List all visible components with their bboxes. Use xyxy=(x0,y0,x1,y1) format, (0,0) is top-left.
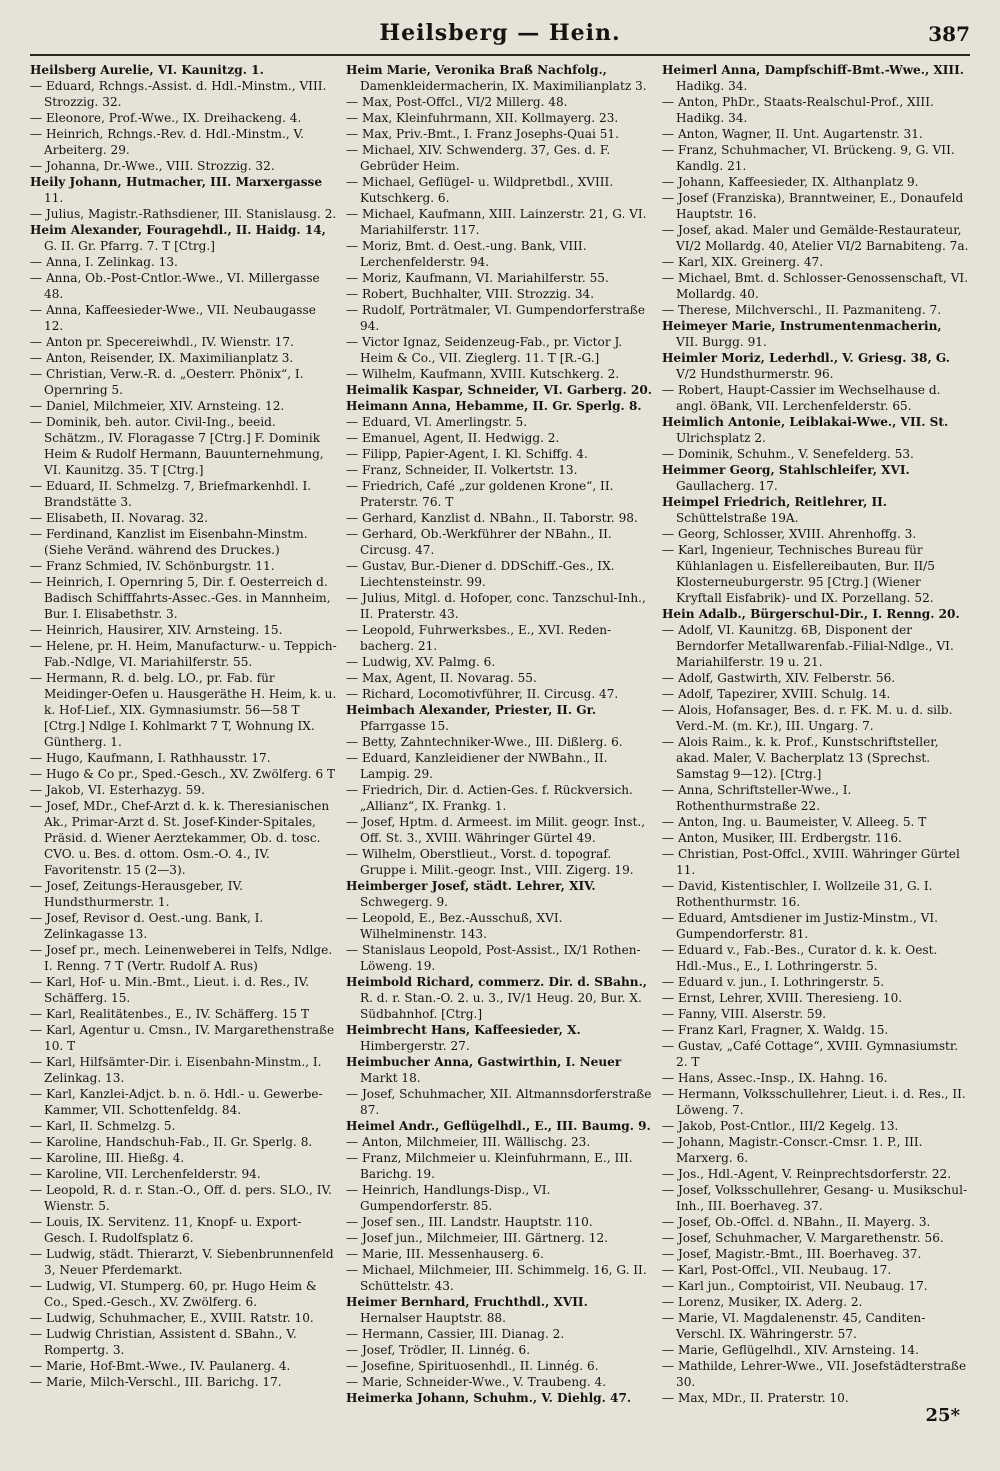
directory-entry: — Karl, Hof- u. Min.-Bmt., Lieut. i. d. Res., IV. Schäfferg. 15. xyxy=(30,975,310,1005)
directory-entry: — Karl, XIX. Greinerg. 47. xyxy=(662,255,824,269)
directory-entry: — Franz, Schuhmacher, VI. Brückeng. 9, G. VII. Kandlg. 21. xyxy=(662,143,955,173)
directory-entry: — Karoline, Handschuh-Fab., II. Gr. Sperlg. 8. xyxy=(30,1135,313,1149)
directory-entry: — Josef, Volksschullehrer, Gesang- u. Musikschul-Inh., III. Boerhaveg. 37. xyxy=(662,1183,968,1213)
signature-mark: 25* xyxy=(925,1405,960,1426)
page-title: Heilsberg — Hein. xyxy=(379,20,621,46)
directory-entry: — Ferdinand, Kanzlist im Eisenbahn-Minstm. (Siehe Veränd. während des Druckes.) xyxy=(30,527,308,557)
directory-entry: — Anna, I. Zelinkag. 13. xyxy=(30,255,178,269)
directory-entry: — Daniel, Milchmeier, XIV. Arnsteing. 12. xyxy=(30,399,285,413)
directory-entry: — Lorenz, Musiker, IX. Aderg. 2. xyxy=(662,1295,863,1309)
directory-entry: — Karoline, VII. Lerchenfelderstr. 94. xyxy=(30,1167,261,1181)
directory-entry: — Josef sen., III. Landstr. Hauptstr. 110. xyxy=(346,1215,593,1229)
directory-entry: — Jos., Hdl.-Agent, V. Reinprechtsdorferstr. 22. xyxy=(662,1167,952,1181)
directory-entry: — Jakob, VI. Esterhazyg. 59. xyxy=(30,783,205,797)
directory-entry: — Michael, XIV. Schwenderg. 37, Ges. d. F. Gebrüder Heim. xyxy=(346,143,611,173)
directory-entry: — Eduard, Kanzleidiener der NWBahn., II. Lampig. 29. xyxy=(346,751,608,781)
directory-entry: — Eleonore, Prof.-Wwe., IX. Dreihackeng. 4. xyxy=(30,111,302,125)
directory-entry: — Eduard, Rchngs.-Assist. d. Hdl.-Minstm., VIII. Strozzig. 32. xyxy=(30,79,327,109)
directory-entry: — Fanny, VIII. Alserstr. 59. xyxy=(662,1007,827,1021)
directory-entry: — Alois Raim., k. k. Prof., Kunstschriftsteller, akad. Maler, V. Bacherplatz 13 (Sprechst. Samstag 9—12). [Ctrg.] xyxy=(662,735,939,781)
directory-entry: — Alois, Hofansager, Bes. d. r. FK. M. u. d. silb. Verd.-M. (m. Kr.), III. Ungarg. 7. xyxy=(662,703,953,733)
directory-columns xyxy=(30,62,970,1406)
directory-entry: — Eduard v., Fab.-Bes., Curator d. k. k. Oest. Hdl.-Mus., E., I. Lothringerstr. 5. xyxy=(662,943,938,973)
entry-head: Heimmer Georg, Stahlschleifer, XVI. Gaullacherg. 17. xyxy=(662,463,910,493)
directory-entry: — Wilhelm, Kaufmann, XVIII. Kutschkerg. 2. xyxy=(346,367,620,381)
directory-entry: — Karl, Hilfsämter-Dir. i. Eisenbahn-Minstm., I. Zelinkag. 13. xyxy=(30,1055,322,1085)
directory-entry: — Josef, Hptm. d. Armeest. im Milit. geogr. Inst., Off. St. 3., XVIII. Währinger Gürtel 49. xyxy=(346,815,646,845)
directory-entry: — Eduard, VI. Amerlingstr. 5. xyxy=(346,415,528,429)
directory-entry: — Filipp, Papier-Agent, I. Kl. Schiffg. 4. xyxy=(346,447,588,461)
directory-entry: — Josef, Trödler, II. Linnég. 6. xyxy=(346,1343,531,1357)
directory-entry: — Josef, Zeitungs-Herausgeber, IV. Hundsthurmerstr. 1. xyxy=(30,879,243,909)
directory-entry: — Georg, Schlosser, XVIII. Ahrenhoffg. 3. xyxy=(662,527,917,541)
directory-entry: — Josef (Franziska), Branntweiner, E., Donaufeld Hauptstr. 16. xyxy=(662,191,964,221)
entry-head: Heimbrecht Hans, Kaffeesieder, X. Himbergerstr. 27. xyxy=(346,1023,581,1053)
directory-entry: — Karl, Post-Offcl., VII. Neubaug. 17. xyxy=(662,1263,892,1277)
directory-entry: — Josef, Schuhmacher, XII. Altmannsdorferstraße 87. xyxy=(346,1087,652,1117)
directory-entry: — Julius, Mitgl. d. Hofoper, conc. Tanzschul-Inh., II. Praterstr. 43. xyxy=(346,591,646,621)
directory-entry: — Heinrich, I. Opernring 5, Dir. f. Oesterreich d. Badisch Schifffahrts-Assec.-Ges. in Mannheim, Bur. I. Elisabethstr. 3. xyxy=(30,575,331,621)
directory-entry: — Marie, Hof-Bmt.-Wwe., IV. Paulanerg. 4. xyxy=(30,1359,291,1373)
entry-head: Heimer Bernhard, Fruchthdl., XVII. Hernalser Hauptstr. 88. xyxy=(346,1295,588,1325)
directory-entry: — Anton pr. Specereiwhdl., IV. Wienstr. 17. xyxy=(30,335,294,349)
entry-head: Heimel Andr., Geflügelhdl., E., III. Baumg. 9. xyxy=(346,1119,651,1133)
directory-entry: — Josef pr., mech. Leinenweberei in Telfs, Ndlge. I. Renng. 7 T (Vertr. Rudolf A. Rus) xyxy=(30,943,333,973)
entry-head: Heim Marie, Veronika Braß Nachfolg., Damenkleidermacherin, IX. Maximilianplatz 3. xyxy=(346,63,647,93)
directory-entry: — Friedrich, Café „zur goldenen Krone“, II. Praterstr. 76. T xyxy=(346,479,614,509)
directory-entry: — Emanuel, Agent, II. Hedwigg. 2. xyxy=(346,431,560,445)
directory-entry: — Victor Ignaz, Seidenzeug-Fab., pr. Victor J. Heim & Co., VII. Zieglerg. 11. T [R.-G.] xyxy=(346,335,623,365)
directory-entry: — Anton, Musiker, III. Erdbergstr. 116. xyxy=(662,831,902,845)
directory-entry: — Julius, Magistr.-Rathsdiener, III. Stanislausg. 2. xyxy=(30,207,337,221)
directory-entry: — Anna, Kaffeesieder-Wwe., VII. Neubaugasse 12. xyxy=(30,303,316,333)
directory-entry: — Robert, Buchhalter, VIII. Strozzig. 34. xyxy=(346,287,595,301)
directory-entry: — Heinrich, Rchngs.-Rev. d. Hdl.-Minstm., V. Arbeiterg. 29. xyxy=(30,127,304,157)
directory-entry: — Marie, III. Messenhauserg. 6. xyxy=(346,1247,544,1261)
directory-entry: — Karoline, III. Hießg. 4. xyxy=(30,1151,185,1165)
directory-entry: — Hermann, Volksschullehrer, Lieut. i. d. Res., II. Löweng. 7. xyxy=(662,1087,966,1117)
directory-entry: — Eduard v. jun., I. Lothringerstr. 5. xyxy=(662,975,885,989)
entry-head: Heimann Anna, Hebamme, II. Gr. Sperlg. 8. xyxy=(346,399,642,413)
directory-entry: — Max, Kleinfuhrmann, XII. Kollmayerg. 23. xyxy=(346,111,619,125)
directory-entry: — Josef, akad. Maler und Gemälde-Restaurateur, VI/2 Mollardg. 40, Atelier VI/2 Barnabiteng. 7a. xyxy=(662,223,969,253)
directory-entry: — Josef, Magistr.-Bmt., III. Boerhaveg. 37. xyxy=(662,1247,922,1261)
page-number: 387 xyxy=(928,22,970,46)
entry-head: Heimbucher Anna, Gastwirthin, I. Neuer Markt 18. xyxy=(346,1055,622,1085)
directory-entry: — David, Kistentischler, I. Wollzeile 31, G. I. Rothenthurmstr. 16. xyxy=(662,879,933,909)
directory-entry: — Gustav, „Café Cottage“, XVIII. Gymnasiumstr. 2. T xyxy=(662,1039,959,1069)
entry-head: Heimberger Josef, städt. Lehrer, XIV. Schwegerg. 9. xyxy=(346,879,596,909)
directory-entry: — Stanislaus Leopold, Post-Assist., IX/1 Rothen-Löweng. 19. xyxy=(346,943,641,973)
directory-entry: — Karl, II. Schmelzg. 5. xyxy=(30,1119,176,1133)
directory-entry: — Marie, Milch-Verschl., III. Barichg. 17. xyxy=(30,1375,282,1389)
directory-entry: — Max, MDr., II. Praterstr. 10. xyxy=(662,1391,849,1405)
directory-entry: — Richard, Locomotivführer, II. Circusg. 47. xyxy=(346,687,619,701)
entry-head: Heimalik Kaspar, Schneider, VI. Garberg. 20. xyxy=(346,383,652,397)
directory-entry: — Helene, pr. H. Heim, Manufacturw.- u. Teppich-Fab.-Ndlge, VI. Mariahilferstr. 55. xyxy=(30,639,337,669)
directory-entry: — Ludwig, städt. Thierarzt, V. Siebenbrunnenfeld 3, Neuer Pferdemarkt. xyxy=(30,1247,334,1277)
directory-entry: — Hugo, Kaufmann, I. Rathhausstr. 17. xyxy=(30,751,271,765)
entry-head: Heimlich Antonie, Leiblakai-Wwe., VII. St. Ulrichsplatz 2. xyxy=(662,415,949,445)
directory-entry: — Hermann, R. d. belg. LO., pr. Fab. für Meidinger-Oefen u. Hausgeräthe H. Heim, k. u. k. Hof-Lief., XIX. Gymnasiumstr. 56—58 T [Ctrg.] Ndlge I. Kohlmarkt 7 T, Wohnung IX. Güntherg. 1. xyxy=(30,671,337,749)
directory-entry: — Karl, Agentur u. Cmsn., IV. Margarethenstraße 10. T xyxy=(30,1023,335,1053)
directory-entry: — Leopold, R. d. r. Stan.-O., Off. d. pers. SLO., IV. Wienstr. 5. xyxy=(30,1183,332,1213)
directory-entry: — Anna, Schriftsteller-Wwe., I. Rothenthurmstraße 22. xyxy=(662,783,852,813)
directory-entry: — Michael, Bmt. d. Schlosser-Genossenschaft, VI. Mollardg. 40. xyxy=(662,271,969,301)
directory-entry: — Rudolf, Porträtmaler, VI. Gumpendorferstraße 94. xyxy=(346,303,646,333)
directory-entry: — Elisabeth, II. Novarag. 32. xyxy=(30,511,208,525)
directory-entry: — Friedrich, Dir. d. Actien-Ges. f. Rückversich. „Allianz“, IX. Frankg. 1. xyxy=(346,783,633,813)
directory-entry: — Marie, VI. Magdalenenstr. 45, Canditen-Verschl. IX. Währingerstr. 57. xyxy=(662,1311,926,1341)
directory-entry: — Leopold, Fuhrwerksbes., E., XVI. Reden-bacherg. 21. xyxy=(346,623,612,653)
directory-entry: — Franz, Milchmeier u. Kleinfuhrmann, E., III. Barichg. 19. xyxy=(346,1151,633,1181)
directory-entry: — Eduard, II. Schmelzg. 7, Briefmarkenhdl. I. Brandstätte 3. xyxy=(30,479,312,509)
directory-entry: — Michael, Geflügel- u. Wildpretbdl., XVIII. Kutschkerg. 6. xyxy=(346,175,614,205)
entry-head: Heimbold Richard, commerz. Dir. d. SBahn., R. d. r. Stan.-O. 2. u. 3., IV/1 Heug. 20, Bur. X. Südbahnhof. [Ctrg.] xyxy=(346,975,647,1021)
directory-entry: — Wilhelm, Oberstlieut., Vorst. d. topograf. Gruppe i. Milit.-geogr. Inst., VIII. Zigerg. 19. xyxy=(346,847,634,877)
directory-entry: — Ludwig, XV. Palmg. 6. xyxy=(346,655,496,669)
directory-entry: — Gustav, Bur.-Diener d. DDSchiff.-Ges., IX. Liechtensteinstr. 99. xyxy=(346,559,615,589)
directory-entry: — Ernst, Lehrer, XVIII. Theresieng. 10. xyxy=(662,991,903,1005)
directory-entry: — Betty, Zahntechniker-Wwe., III. Dißlerg. 6. xyxy=(346,735,623,749)
directory-entry: — Therese, Milchverschl., II. Pazmaniteng. 7. xyxy=(662,303,942,317)
directory-entry: — Anna, Ob.-Post-Cntlor.-Wwe., VI. Millergasse 48. xyxy=(30,271,320,301)
directory-entry: — Ludwig, VI. Stumperg. 60, pr. Hugo Heim & Co., Sped.-Gesch., XV. Zwölferg. 6. xyxy=(30,1279,317,1309)
directory-entry: — Hermann, Cassier, III. Dianag. 2. xyxy=(346,1327,565,1341)
directory-entry: — Josef jun., Milchmeier, III. Gärtnerg. 12. xyxy=(346,1231,609,1245)
directory-entry: — Josef, Ob.-Offcl. d. NBahn., II. Mayerg. 3. xyxy=(662,1215,931,1229)
directory-entry: — Ludwig Christian, Assistent d. SBahn., V. Rompertg. 3. xyxy=(30,1327,297,1357)
directory-entry: — Marie, Schneider-Wwe., V. Traubeng. 4. xyxy=(346,1375,607,1389)
directory-entry: — Johann, Kaffeesieder, IX. Althanplatz 9. xyxy=(662,175,919,189)
entry-head: Heimpel Friedrich, Reitlehrer, II. Schüttelstraße 19A. xyxy=(662,495,888,525)
directory-entry: — Michael, Milchmeier, III. Schimmelg. 16, G. II. Schüttelstr. 43. xyxy=(346,1263,647,1293)
directory-entry: — Anton, Reisender, IX. Maximilianplatz 3. xyxy=(30,351,294,365)
directory-entry: — Johann, Magistr.-Conscr.-Cmsr. 1. P., III. Marxerg. 6. xyxy=(662,1135,923,1165)
directory-entry: — Adolf, Gastwirth, XIV. Felberstr. 56. xyxy=(662,671,896,685)
directory-entry: — Anton, Milchmeier, III. Wällischg. 23. xyxy=(346,1135,591,1149)
directory-entry: — Moriz, Kaufmann, VI. Mariahilferstr. 55. xyxy=(346,271,609,285)
directory-entry: — Heinrich, Handlungs-Disp., VI. Gumpendorferstr. 85. xyxy=(346,1183,551,1213)
directory-entry: — Max, Priv.-Bmt., I. Franz Josephs-Quai 51. xyxy=(346,127,619,141)
column-1 xyxy=(30,62,338,1406)
directory-entry: — Josef, MDr., Chef-Arzt d. k. k. Theresianischen Ak., Primar-Arzt d. St. Josef-Kinder-Spitales, Präsid. d. Wiener Aerztekammer, Ob. d. tosc. CVO. u. Bes. d. ottom. Osm.-O. 4., IV. Favoritenstr. 15 (2—3). xyxy=(30,799,330,877)
directory-entry: — Christian, Verw.-R. d. „Oesterr. Phönix“, I. Opernring 5. xyxy=(30,367,304,397)
entry-head: Heimerka Johann, Schuhm., V. Diehlg. 47. xyxy=(346,1391,632,1405)
directory-entry: — Hans, Assec.-Insp., IX. Hahng. 16. xyxy=(662,1071,888,1085)
directory-entry: — Christian, Post-Offcl., XVIII. Währinger Gürtel 11. xyxy=(662,847,960,877)
directory-entry: — Anton, Ing. u. Baumeister, V. Alleeg. 5. T xyxy=(662,815,927,829)
directory-entry: — Dominik, Schuhm., V. Senefelderg. 53. xyxy=(662,447,914,461)
directory-entry: — Heinrich, Hausirer, XIV. Arnsteing. 15. xyxy=(30,623,283,637)
directory-entry: — Louis, IX. Servitenz. 11, Knopf- u. Export-Gesch. I. Rudolfsplatz 6. xyxy=(30,1215,302,1245)
directory-entry: — Dominik, beh. autor. Civil-Ing., beeid. Schätzm., IV. Floragasse 7 [Ctrg.] F. Dominik Heim & Rudolf Hermann, Bauunternehmung, VI. Kaunitzg. 35. T [Ctrg.] xyxy=(30,415,324,477)
entry-head: Hein Adalb., Bürgerschul-Dir., I. Renng. 20. xyxy=(662,607,960,621)
directory-entry: — Karl, Ingenieur, Technisches Bureau für Kühlanlagen u. Eisfellereibauten, Bur. II/5 Klosterneuburgerstr. 95 [Ctrg.] (Wiener Kryftall Eisfabrik)- und IX. Porzellang. 52. xyxy=(662,543,935,605)
entry-head: Heilsberg Aurelie, VI. Kaunitzg. 1. xyxy=(30,63,264,77)
directory-entry: — Karl jun., Comptoirist, VII. Neubaug. 17. xyxy=(662,1279,928,1293)
entry-head: Heily Johann, Hutmacher, III. Marxergasse 11. xyxy=(30,175,323,205)
directory-entry: — Max, Agent, II. Novarag. 55. xyxy=(346,671,537,685)
entry-head: Heim Alexander, Fouragehdl., II. Haidg. 14, G. II. Gr. Pfarrg. 7. T [Ctrg.] xyxy=(30,223,326,253)
directory-entry: — Leopold, E., Bez.-Ausschuß, XVI. Wilhelminenstr. 143. xyxy=(346,911,563,941)
directory-entry: — Anton, PhDr., Staats-Realschul-Prof., XIII. Hadikg. 34. xyxy=(662,95,934,125)
entry-head: Heimeyer Marie, Instrumentenmacherin, VII. Burgg. 91. xyxy=(662,319,942,349)
directory-entry: — Robert, Haupt-Cassier im Wechselhause d. angl. öBank, VII. Lerchenfelderstr. 65. xyxy=(662,383,941,413)
entry-head: Heimbach Alexander, Priester, II. Gr. Pfarrgasse 15. xyxy=(346,703,597,733)
directory-entry: — Hugo & Co pr., Sped.-Gesch., XV. Zwölferg. 6 T xyxy=(30,767,336,781)
directory-entry: — Josef, Schuhmacher, V. Margarethenstr. 56. xyxy=(662,1231,944,1245)
directory-entry: — Franz, Schneider, II. Volkertstr. 13. xyxy=(346,463,578,477)
directory-entry: — Gerhard, Kanzlist d. NBahn., II. Taborstr. 98. xyxy=(346,511,638,525)
directory-entry: — Adolf, VI. Kaunitzg. 6B, Disponent der Berndorfer Metallwarenfab.-Filial-Ndlge., VI. Mariahilferstr. 19 u. 21. xyxy=(662,623,954,669)
directory-entry: — Marie, Geflügelhdl., XIV. Arnsteing. 14. xyxy=(662,1343,919,1357)
directory-entry: — Ludwig, Schuhmacher, E., XVIII. Ratstr. 10. xyxy=(30,1311,314,1325)
directory-entry: — Max, Post-Offcl., VI/2 Millerg. 48. xyxy=(346,95,568,109)
directory-entry: — Karl, Kanzlei-Adjct. b. n. ö. Hdl.- u. Gewerbe-Kammer, VII. Schottenfeldg. 84. xyxy=(30,1087,323,1117)
directory-entry: — Karl, Realitätenbes., E., IV. Schäfferg. 15 T xyxy=(30,1007,310,1021)
directory-entry: — Josefine, Spirituosenhdl., II. Linnég. 6. xyxy=(346,1359,599,1373)
directory-entry: — Josef, Revisor d. Oest.-ung. Bank, I. Zelinkagasse 13. xyxy=(30,911,264,941)
directory-entry: — Franz Karl, Fragner, X. Waldg. 15. xyxy=(662,1023,889,1037)
column-3 xyxy=(662,62,970,1406)
directory-entry: — Franz Schmied, IV. Schönburgstr. 11. xyxy=(30,559,275,573)
directory-entry: — Moriz, Bmt. d. Oest.-ung. Bank, VIII. Lerchenfelderstr. 94. xyxy=(346,239,587,269)
directory-entry: — Eduard, Amtsdiener im Justiz-Minstm., VI. Gumpendorferstr. 81. xyxy=(662,911,938,941)
directory-entry: — Jakob, Post-Cntlor., III/2 Kegelg. 13. xyxy=(662,1119,899,1133)
directory-entry: — Gerhard, Ob.-Werkführer der NBahn., II. Circusg. 47. xyxy=(346,527,612,557)
directory-entry: — Michael, Kaufmann, XIII. Lainzerstr. 21, G. VI. Mariahilferstr. 117. xyxy=(346,207,647,237)
directory-entry: — Adolf, Tapezirer, XVIII. Schulg. 14. xyxy=(662,687,891,701)
running-header xyxy=(30,14,970,56)
entry-head: Heimerl Anna, Dampfschiff-Bmt.-Wwe., XIII. Hadikg. 34. xyxy=(662,63,964,93)
column-2 xyxy=(346,62,654,1406)
directory-entry: — Mathilde, Lehrer-Wwe., VII. Josefstädterstraße 30. xyxy=(662,1359,967,1389)
directory-entry: — Anton, Wagner, II. Unt. Augartenstr. 31. xyxy=(662,127,923,141)
entry-head: Heimler Moriz, Lederhdl., V. Griesg. 38, G. V/2 Hundsthurmerstr. 96. xyxy=(662,351,951,381)
directory-entry: — Johanna, Dr.-Wwe., VIII. Strozzig. 32. xyxy=(30,159,275,173)
